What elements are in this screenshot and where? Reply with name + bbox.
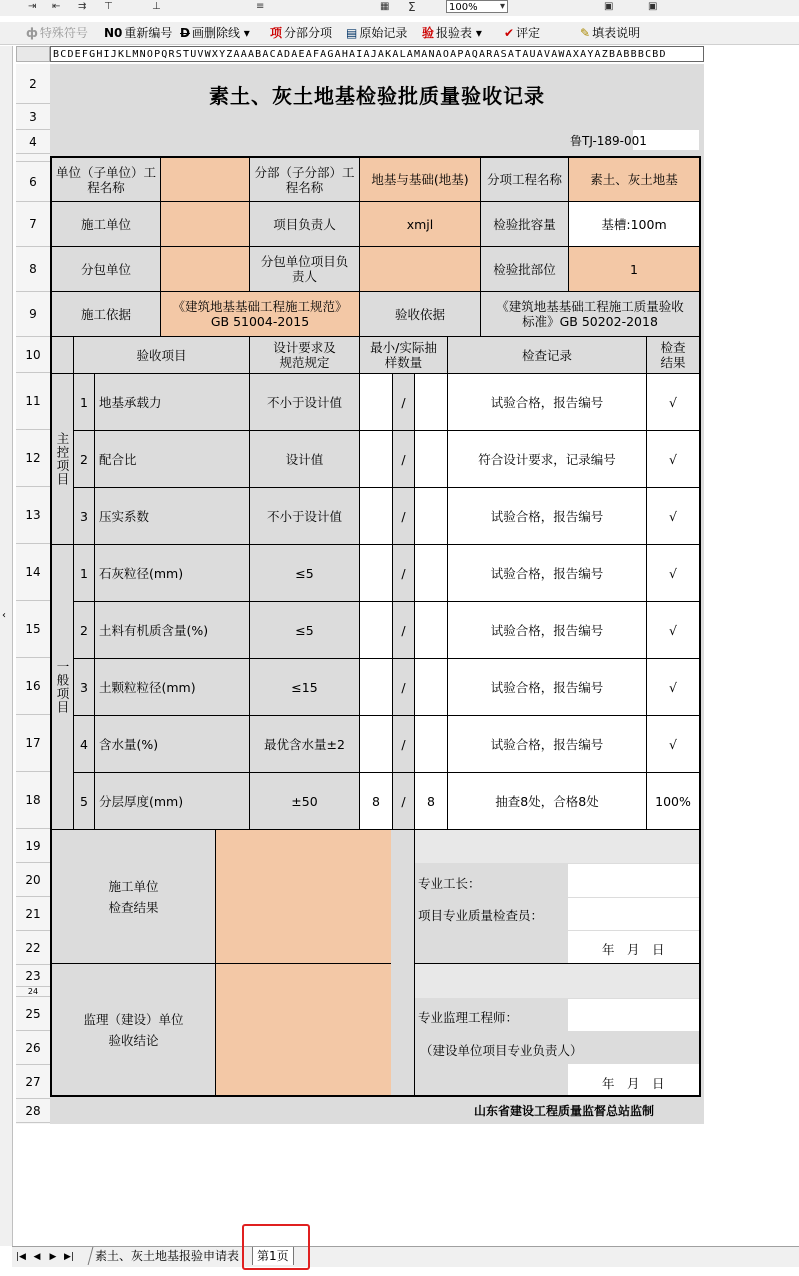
sum-button[interactable]: Σ	[408, 0, 416, 14]
batch-capacity-value[interactable]: 基槽:100m	[568, 201, 701, 247]
row-number[interactable]: 15	[16, 601, 50, 658]
construction-unit-label: 施工单位	[50, 201, 161, 247]
item-result[interactable]: √	[646, 658, 701, 716]
form-number-label: 鲁TJ-189-	[570, 134, 625, 148]
supervising-engineer-field[interactable]	[568, 999, 699, 1031]
acceptance-basis-value[interactable]: 《建筑地基基础工程施工质量验收标准》GB 50202-2018	[480, 291, 701, 337]
item-result[interactable]: √	[646, 373, 701, 431]
toolbar-top	[0, 0, 799, 16]
fill-icon[interactable]: ▣	[648, 1, 658, 12]
construction-check-label	[50, 829, 216, 964]
spacer-cell	[391, 963, 415, 1097]
item-record[interactable]: 试验合格，报告编号	[447, 373, 647, 431]
item-name: 石灰粒径(mm)	[94, 544, 250, 602]
row-number[interactable]: 4	[16, 130, 50, 154]
item-record[interactable]: 符合设计要求，记录编号	[447, 430, 647, 488]
supervision-label-2: 验收结论	[108, 1032, 159, 1048]
row-number[interactable]: 19	[16, 829, 50, 863]
report-form-button[interactable]: 验 报验表 ▾	[422, 26, 482, 40]
sub-project-label: 分部（子分部）工程名称	[249, 156, 360, 202]
item-result[interactable]: √	[646, 430, 701, 488]
special-symbol-button[interactable]: ф 特殊符号	[26, 26, 88, 40]
row-number[interactable]: 8	[16, 247, 50, 292]
item-design: 不小于设计值	[249, 373, 360, 431]
insert-icon[interactable]: ⊤	[104, 1, 113, 12]
strikethrough-button[interactable]: D 画删除线 ▾	[180, 26, 250, 40]
construction-check-label-1: 施工单位	[108, 878, 159, 894]
row-number[interactable]: 14	[16, 544, 50, 601]
construction-check-content[interactable]	[215, 829, 392, 964]
item-name: 含水量(%)	[94, 715, 250, 773]
item-min-sample[interactable]	[359, 373, 393, 431]
prev-sheet-icon[interactable]: ◀	[33, 1252, 41, 1262]
item-no: 1	[73, 544, 95, 602]
item-design: ≤5	[249, 601, 360, 659]
construction-date-label: 年 月 日	[602, 942, 665, 957]
row-number[interactable]: 9	[16, 292, 50, 337]
foreman-field[interactable]	[568, 864, 699, 897]
item-design: ±50	[249, 772, 360, 830]
design-header: 设计要求及规范规定	[249, 336, 360, 374]
row-number[interactable]: 11	[16, 373, 50, 430]
row-number[interactable]: 23	[16, 965, 50, 987]
item-record[interactable]: 试验合格，报告编号	[447, 715, 647, 773]
row-number[interactable]: 24	[16, 987, 50, 997]
subcontract-manager-label: 分包单位项目负责人	[249, 246, 360, 292]
row-number[interactable]: 10	[16, 337, 50, 373]
row-number[interactable]: 21	[16, 897, 50, 931]
tab-report-application-label: 素土、灰土地基报验申请表	[95, 1249, 240, 1263]
border-icon[interactable]: ▣	[604, 1, 614, 12]
batch-location-label: 检验批部位	[480, 246, 569, 292]
item-no: 2	[73, 601, 95, 659]
evaluate-label: 评定	[516, 26, 541, 40]
main-control-group	[50, 373, 74, 545]
row-number[interactable]: 16	[16, 658, 50, 715]
renumber-button[interactable]: N0 重新编号	[104, 26, 173, 40]
form-number	[570, 132, 647, 149]
item-design: 最优含水量±2	[249, 715, 360, 773]
merge-icon[interactable]: ⊥	[152, 1, 161, 12]
item-name: 压实系数	[94, 487, 250, 545]
item-name: 分层厚度(mm)	[94, 772, 250, 830]
format-icon[interactable]: ⇉	[78, 1, 87, 12]
original-record-label: 原始记录	[359, 26, 408, 40]
item-min-sample[interactable]	[359, 544, 393, 602]
supervision-top-blank	[415, 964, 699, 998]
tab-report-application[interactable]	[88, 1247, 246, 1265]
unit-project-value[interactable]	[160, 156, 250, 202]
owner-rep-label: （建设单位项目专业负责人）	[420, 1043, 583, 1058]
item-record[interactable]: 试验合格，报告编号	[447, 658, 647, 716]
item-min-sample[interactable]	[359, 430, 393, 488]
report-form-label: 报验表	[436, 26, 473, 40]
supervision-date-label: 年 月 日	[602, 1076, 665, 1091]
record-header: 检查记录	[447, 336, 647, 374]
item-actual-sample[interactable]	[414, 715, 448, 773]
supervision-content[interactable]	[215, 963, 392, 1097]
batch-capacity-label: 检验批容量	[480, 201, 569, 247]
item-record[interactable]: 抽查8处，合格8处	[447, 772, 647, 830]
item-slash: /	[392, 772, 415, 830]
subitem-button[interactable]: 项 分部分项	[270, 26, 333, 40]
item-no: 2	[73, 430, 95, 488]
item-design: ≤5	[249, 544, 360, 602]
general-label: 一般项目	[55, 660, 70, 714]
item-no: 5	[73, 772, 95, 830]
supervising-engineer-label: 专业监理工程师：	[418, 1010, 519, 1025]
table-icon[interactable]: ▦	[380, 1, 390, 12]
tab-page-1-label: 第1页	[257, 1249, 289, 1263]
item-header: 验收项目	[73, 336, 250, 374]
align-icon[interactable]: ⇥	[28, 1, 37, 12]
item-result[interactable]: √	[646, 601, 701, 659]
item-name: 土料有机质含量(%)	[94, 601, 250, 659]
supervision-label	[50, 963, 216, 1097]
item-no: 3	[73, 487, 95, 545]
item-result[interactable]: 100%	[646, 772, 701, 830]
item-slash: /	[392, 601, 415, 659]
left-collapse-bar[interactable]	[0, 46, 13, 1246]
item-slash: /	[392, 487, 415, 545]
item-slash: /	[392, 544, 415, 602]
special-symbol-label: 特殊符号	[39, 26, 88, 40]
row-number[interactable]: 2	[16, 64, 50, 104]
item-name: 土颗粒粒径(mm)	[94, 658, 250, 716]
sub-project-value[interactable]: 地基与基础(地基)	[359, 156, 481, 202]
item-min-sample[interactable]	[359, 487, 393, 545]
item-actual-sample[interactable]	[414, 487, 448, 545]
subcontract-unit-label: 分包单位	[50, 246, 161, 292]
subcontract-manager-value[interactable]	[359, 246, 481, 292]
row-number[interactable]: 22	[16, 931, 50, 965]
row-number-hidden[interactable]	[16, 154, 50, 162]
supervision-label-1: 监理（建设）单位	[83, 1011, 184, 1027]
construction-check-label-2: 检查结果	[108, 899, 159, 915]
collapse-arrow-icon[interactable]: ‹	[2, 610, 6, 621]
item-slash: /	[392, 658, 415, 716]
main-control-label: 主控项目	[55, 432, 70, 486]
form-title: 素土、灰土地基检验批质量验收记录	[209, 84, 545, 108]
item-name: 配合比	[94, 430, 250, 488]
strikethrough-label: 画删除线	[191, 26, 240, 40]
row-number[interactable]: 17	[16, 715, 50, 772]
subcontract-unit-value[interactable]	[160, 246, 250, 292]
item-slash: /	[392, 715, 415, 773]
project-manager-label: 项目负责人	[249, 201, 360, 247]
item-design: 设计值	[249, 430, 360, 488]
first-sheet-icon[interactable]: |◀	[16, 1252, 26, 1262]
row-number[interactable]: 7	[16, 202, 50, 247]
indent-icon[interactable]: ⇤	[52, 1, 61, 12]
form-number-value[interactable]: 001	[624, 134, 647, 148]
item-min-sample[interactable]	[359, 601, 393, 659]
last-sheet-icon[interactable]: ▶|	[64, 1252, 74, 1262]
fill-instructions-button[interactable]: ✎ 填表说明	[580, 26, 641, 40]
toolbar-main	[0, 22, 799, 45]
construction-unit-value[interactable]	[160, 201, 250, 247]
general-group	[50, 544, 74, 830]
item-design: ≤15	[249, 658, 360, 716]
sheet-tab-bar	[12, 1246, 799, 1267]
item-actual-sample[interactable]: 8	[414, 772, 448, 830]
item-actual-sample[interactable]	[414, 373, 448, 431]
fill-instructions-label: 填表说明	[592, 26, 641, 40]
original-record-button[interactable]: ▤ 原始记录	[346, 26, 408, 40]
item-name: 地基承载力	[94, 373, 250, 431]
lines-icon[interactable]: ≡	[256, 1, 265, 12]
item-result[interactable]: √	[646, 487, 701, 545]
item-actual-sample[interactable]	[414, 430, 448, 488]
construction-basis-label: 施工依据	[50, 291, 161, 337]
item-design: 不小于设计值	[249, 487, 360, 545]
row-header	[16, 64, 51, 1124]
spacer-cell	[391, 829, 415, 964]
foreman-label: 专业工长：	[418, 876, 481, 891]
row-number[interactable]: 13	[16, 487, 50, 544]
qc-inspector-field[interactable]	[568, 898, 699, 930]
qc-inspector-label: 项目专业质量检查员：	[418, 908, 544, 923]
chevron-down-icon[interactable]: ▾	[500, 1, 506, 12]
select-all-corner[interactable]	[16, 46, 50, 62]
subitem-label: 分部分项	[284, 26, 333, 40]
row-number[interactable]: 26	[16, 1031, 50, 1065]
signoff-top-blank	[415, 830, 699, 863]
item-no: 4	[73, 715, 95, 773]
batch-location-value[interactable]: 1	[568, 246, 701, 292]
item-no: 3	[73, 658, 95, 716]
item-record[interactable]: 试验合格，报告编号	[447, 544, 647, 602]
item-result[interactable]: √	[646, 715, 701, 773]
item-slash: /	[392, 373, 415, 431]
renumber-label: 重新编号	[124, 26, 173, 40]
construction-basis-value[interactable]: 《建筑地基基础工程施工规范》GB 51004-2015	[160, 291, 360, 337]
unit-project-label: 单位（子单位）工程名称	[50, 156, 161, 202]
result-header: 检查结果	[646, 336, 701, 374]
item-min-sample[interactable]	[359, 715, 393, 773]
item-actual-sample[interactable]	[414, 658, 448, 716]
row-number[interactable]: 18	[16, 772, 50, 829]
sample-header: 最小/实际抽样数量	[359, 336, 448, 374]
item-record[interactable]: 试验合格，报告编号	[447, 487, 647, 545]
row-number[interactable]: 3	[16, 104, 50, 130]
item-no: 1	[73, 373, 95, 431]
highlight-box	[242, 1224, 310, 1270]
item-slash: /	[392, 430, 415, 488]
row-number[interactable]: 12	[16, 430, 50, 487]
item-project-value[interactable]: 素土、灰土地基	[568, 156, 701, 202]
project-manager-value[interactable]: xmjl	[359, 201, 481, 247]
item-project-label: 分项工程名称	[480, 156, 569, 202]
item-min-sample[interactable]	[359, 658, 393, 716]
item-min-sample[interactable]: 8	[359, 772, 393, 830]
item-record[interactable]: 试验合格，报告编号	[447, 601, 647, 659]
item-result[interactable]: √	[646, 544, 701, 602]
row-number[interactable]: 20	[16, 863, 50, 897]
group-header-blank	[50, 336, 74, 374]
item-actual-sample[interactable]	[414, 544, 448, 602]
evaluate-button[interactable]: ✔ 评定	[504, 26, 541, 40]
row-number[interactable]: 6	[16, 162, 50, 202]
next-sheet-icon[interactable]: ▶	[49, 1252, 57, 1262]
row-number[interactable]: 25	[16, 997, 50, 1031]
zoom-select[interactable]: 100%	[446, 0, 508, 13]
row-number[interactable]: 28	[16, 1099, 50, 1123]
footer-note: 山东省建设工程质量监督总站监制	[474, 1104, 655, 1118]
item-actual-sample[interactable]	[414, 601, 448, 659]
row-number[interactable]: 27	[16, 1065, 50, 1099]
column-header-ruler: BCDEFGHIJKLMNOPQRSTUVWXYZAAABACADAEAFAGAHAIAJAKALAMANAOAPAQARASATAUAVAWAXAYAZBABBBCBD	[50, 46, 704, 62]
acceptance-basis-label: 验收依据	[359, 291, 481, 337]
